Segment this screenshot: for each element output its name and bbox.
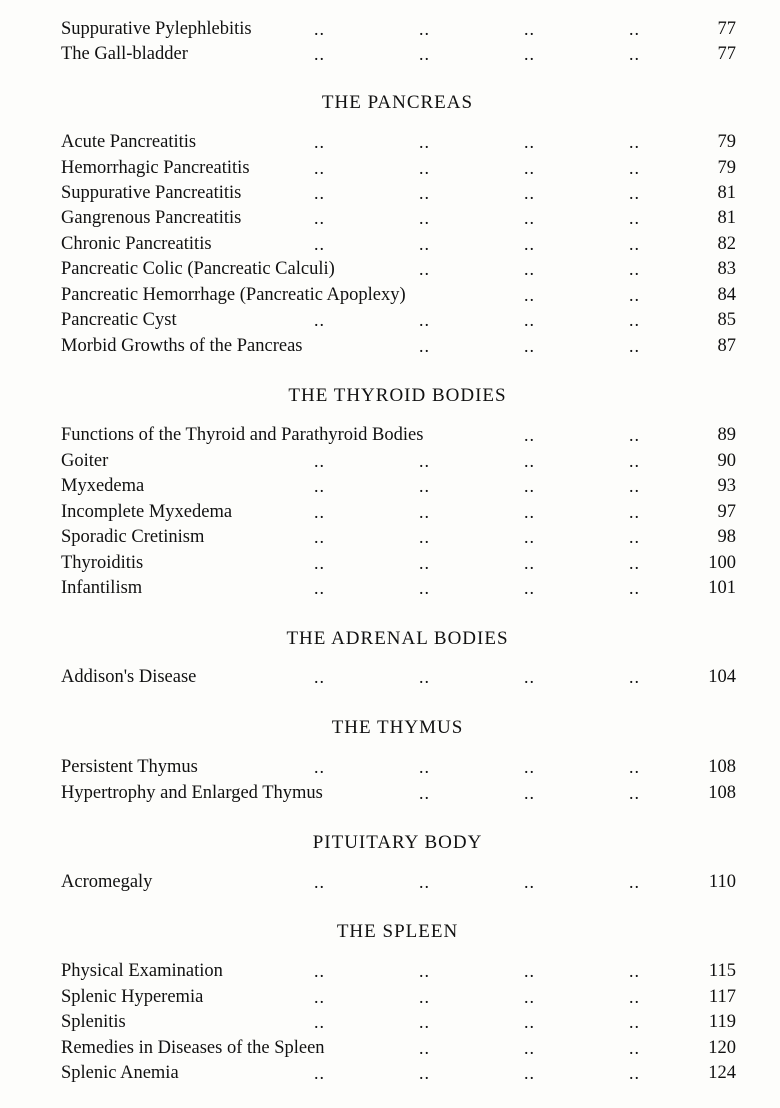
leader-dots: ..	[629, 757, 640, 777]
leader-dots: ..	[314, 208, 325, 228]
leader-dots: ..	[524, 872, 535, 892]
entry-page: 98	[717, 527, 736, 547]
entry-page: 89	[717, 425, 736, 445]
leader-dots: ..	[524, 783, 535, 803]
toc-entry	[61, 42, 736, 66]
entry-page: 110	[708, 872, 736, 892]
leader-dots: ..	[419, 158, 430, 178]
entry-page: 87	[717, 336, 736, 356]
entry-title: Hypertrophy and Enlarged Thymus	[61, 783, 323, 803]
leader-dots: ..	[524, 208, 535, 228]
entry-page: 101	[708, 578, 736, 598]
leader-dots: ..	[314, 872, 325, 892]
leader-dots: ..	[314, 961, 325, 981]
leader-dots: ..	[419, 476, 430, 496]
entry-title: Sporadic Cretinism	[61, 527, 205, 547]
leader-dots: ..	[629, 502, 640, 522]
leader-dots: ..	[629, 783, 640, 803]
leader-dots: ..	[314, 502, 325, 522]
entry-title: Thyroiditis	[61, 553, 144, 573]
entry-title: Incomplete Myxedema	[61, 502, 233, 522]
leader-dots: ..	[524, 987, 535, 1007]
leader-dots: ..	[629, 1038, 640, 1058]
leader-dots: ..	[314, 476, 325, 496]
toc-entry	[61, 781, 736, 805]
leader-dots: ..	[314, 234, 325, 254]
leader-dots: ..	[419, 872, 430, 892]
toc-entry	[61, 985, 736, 1009]
leader-dots: ..	[629, 578, 640, 598]
entry-page: 117	[708, 987, 736, 1007]
leader-dots: ..	[419, 19, 430, 39]
leader-dots: ..	[629, 336, 640, 356]
leader-dots: ..	[629, 451, 640, 471]
toc-entry	[61, 1061, 736, 1085]
entry-page: 120	[708, 1038, 736, 1058]
leader-dots: ..	[629, 310, 640, 330]
entry-title: Addison's Disease	[61, 667, 197, 687]
leader-dots: ..	[314, 1012, 325, 1032]
leader-dots: ..	[419, 259, 430, 279]
toc-entry	[61, 551, 736, 575]
leader-dots: ..	[314, 987, 325, 1007]
leader-dots: ..	[524, 1038, 535, 1058]
leader-dots: ..	[314, 527, 325, 547]
leader-dots: ..	[629, 208, 640, 228]
toc-entry	[61, 449, 736, 473]
entry-title: Suppurative Pylephlebitis	[61, 19, 252, 39]
leader-dots: ..	[419, 1063, 430, 1083]
section-heading: THE SPLEEN	[336, 921, 459, 942]
entry-page: 79	[717, 158, 736, 178]
entry-title: Infantilism	[61, 578, 143, 598]
entry-title: Functions of the Thyroid and Parathyroid Bodies	[61, 425, 424, 445]
entry-title: Splenic Hyperemia	[61, 987, 204, 1007]
entry-page: 124	[708, 1063, 736, 1083]
leader-dots: ..	[314, 44, 325, 64]
leader-dots: ..	[524, 183, 535, 203]
leader-dots: ..	[314, 667, 325, 687]
toc-entry	[61, 870, 736, 894]
section-heading: THE ADRENAL BODIES	[286, 628, 509, 649]
toc-entry	[61, 474, 736, 498]
toc-entry	[61, 181, 736, 205]
section-heading: THE THYROID BODIES	[288, 385, 507, 406]
leader-dots: ..	[629, 1012, 640, 1032]
leader-dots: ..	[419, 987, 430, 1007]
leader-dots: ..	[524, 310, 535, 330]
leader-dots: ..	[314, 578, 325, 598]
leader-dots: ..	[524, 259, 535, 279]
entry-page: 81	[717, 208, 736, 228]
leader-dots: ..	[524, 578, 535, 598]
leader-dots: ..	[629, 872, 640, 892]
leader-dots: ..	[314, 183, 325, 203]
leader-dots: ..	[629, 553, 640, 573]
leader-dots: ..	[629, 183, 640, 203]
entry-page: 84	[717, 285, 736, 305]
leader-dots: ..	[629, 425, 640, 445]
toc-entry	[61, 257, 736, 281]
leader-dots: ..	[314, 310, 325, 330]
leader-dots: ..	[419, 310, 430, 330]
entry-title: Gangrenous Pancreatitis	[61, 208, 242, 228]
leader-dots: ..	[419, 783, 430, 803]
entry-title: Pancreatic Colic (Pancreatic Calculi)	[61, 259, 335, 279]
section-heading: PITUITARY BODY	[312, 832, 483, 853]
leader-dots: ..	[419, 208, 430, 228]
toc-entry	[61, 1036, 736, 1060]
leader-dots: ..	[524, 667, 535, 687]
toc-entry	[61, 308, 736, 332]
leader-dots: ..	[419, 502, 430, 522]
leader-dots: ..	[419, 578, 430, 598]
toc-entry	[61, 525, 736, 549]
toc-entry	[61, 206, 736, 230]
toc-entry	[61, 959, 736, 983]
leader-dots: ..	[629, 987, 640, 1007]
leader-dots: ..	[629, 527, 640, 547]
leader-dots: ..	[524, 425, 535, 445]
toc-entry	[61, 283, 736, 307]
leader-dots: ..	[629, 285, 640, 305]
leader-dots: ..	[629, 1063, 640, 1083]
leader-dots: ..	[524, 502, 535, 522]
leader-dots: ..	[419, 234, 430, 254]
leader-dots: ..	[419, 336, 430, 356]
leader-dots: ..	[629, 234, 640, 254]
entry-title: Splenic Anemia	[61, 1063, 179, 1083]
entry-title: Goiter	[61, 451, 109, 471]
leader-dots: ..	[524, 757, 535, 777]
toc-entry	[61, 17, 736, 41]
toc-entry	[61, 665, 736, 689]
entry-page: 108	[708, 757, 736, 777]
section-heading: THE THYMUS	[331, 717, 464, 738]
entry-title: Acute Pancreatitis	[61, 132, 197, 152]
leader-dots: ..	[629, 19, 640, 39]
entry-page: 77	[717, 19, 736, 39]
leader-dots: ..	[419, 961, 430, 981]
entry-title: Splenitis	[61, 1012, 126, 1032]
entry-page: 93	[717, 476, 736, 496]
entry-page: 97	[717, 502, 736, 522]
entry-title: Morbid Growths of the Pancreas	[61, 336, 303, 356]
leader-dots: ..	[629, 667, 640, 687]
entry-page: 83	[717, 259, 736, 279]
leader-dots: ..	[419, 451, 430, 471]
entry-page: 79	[717, 132, 736, 152]
leader-dots: ..	[419, 183, 430, 203]
leader-dots: ..	[314, 451, 325, 471]
toc-entry	[61, 1010, 736, 1034]
toc-entry	[61, 156, 736, 180]
entry-title: Hemorrhagic Pancreatitis	[61, 158, 250, 178]
entry-title: Persistent Thymus	[61, 757, 198, 777]
leader-dots: ..	[314, 19, 325, 39]
entry-title: Remedies in Diseases of the Spleen	[61, 1038, 325, 1058]
entry-title: Pancreatic Cyst	[61, 310, 177, 330]
entry-page: 115	[708, 961, 736, 981]
leader-dots: ..	[524, 1012, 535, 1032]
toc-entry	[61, 232, 736, 256]
leader-dots: ..	[419, 1038, 430, 1058]
leader-dots: ..	[419, 667, 430, 687]
leader-dots: ..	[524, 1063, 535, 1083]
toc-entry	[61, 130, 736, 154]
entry-title: Physical Examination	[61, 961, 223, 981]
leader-dots: ..	[524, 158, 535, 178]
entry-page: 119	[708, 1012, 736, 1032]
leader-dots: ..	[419, 1012, 430, 1032]
leader-dots: ..	[524, 961, 535, 981]
toc-entry	[61, 576, 736, 600]
entry-title: The Gall-bladder	[61, 44, 188, 64]
leader-dots: ..	[314, 132, 325, 152]
leader-dots: ..	[524, 234, 535, 254]
entry-page: 104	[708, 667, 736, 687]
leader-dots: ..	[629, 44, 640, 64]
entry-title: Suppurative Pancreatitis	[61, 183, 242, 203]
leader-dots: ..	[524, 132, 535, 152]
entry-title: Myxedema	[61, 476, 145, 496]
entry-page: 90	[717, 451, 736, 471]
leader-dots: ..	[419, 132, 430, 152]
toc-entry	[61, 423, 736, 447]
leader-dots: ..	[629, 476, 640, 496]
entry-page: 108	[708, 783, 736, 803]
toc-entry	[61, 500, 736, 524]
entry-page: 82	[717, 234, 736, 254]
entry-page: 77	[717, 44, 736, 64]
leader-dots: ..	[314, 158, 325, 178]
leader-dots: ..	[524, 451, 535, 471]
leader-dots: ..	[524, 19, 535, 39]
entry-page: 85	[717, 310, 736, 330]
leader-dots: ..	[419, 553, 430, 573]
toc-entry	[61, 334, 736, 358]
leader-dots: ..	[524, 285, 535, 305]
leader-dots: ..	[524, 336, 535, 356]
toc-entry	[61, 755, 736, 779]
leader-dots: ..	[419, 757, 430, 777]
leader-dots: ..	[629, 158, 640, 178]
leader-dots: ..	[629, 961, 640, 981]
leader-dots: ..	[524, 527, 535, 547]
entry-page: 81	[717, 183, 736, 203]
section-heading: THE PANCREAS	[321, 92, 474, 113]
entry-page: 100	[708, 553, 736, 573]
leader-dots: ..	[524, 476, 535, 496]
leader-dots: ..	[314, 1063, 325, 1083]
entry-title: Chronic Pancreatitis	[61, 234, 212, 254]
entry-title: Acromegaly	[61, 872, 153, 892]
leader-dots: ..	[419, 527, 430, 547]
leader-dots: ..	[419, 44, 430, 64]
leader-dots: ..	[314, 757, 325, 777]
entry-title: Pancreatic Hemorrhage (Pancreatic Apoplexy)	[61, 285, 406, 305]
leader-dots: ..	[524, 553, 535, 573]
leader-dots: ..	[629, 259, 640, 279]
leader-dots: ..	[314, 553, 325, 573]
leader-dots: ..	[629, 132, 640, 152]
leader-dots: ..	[524, 44, 535, 64]
